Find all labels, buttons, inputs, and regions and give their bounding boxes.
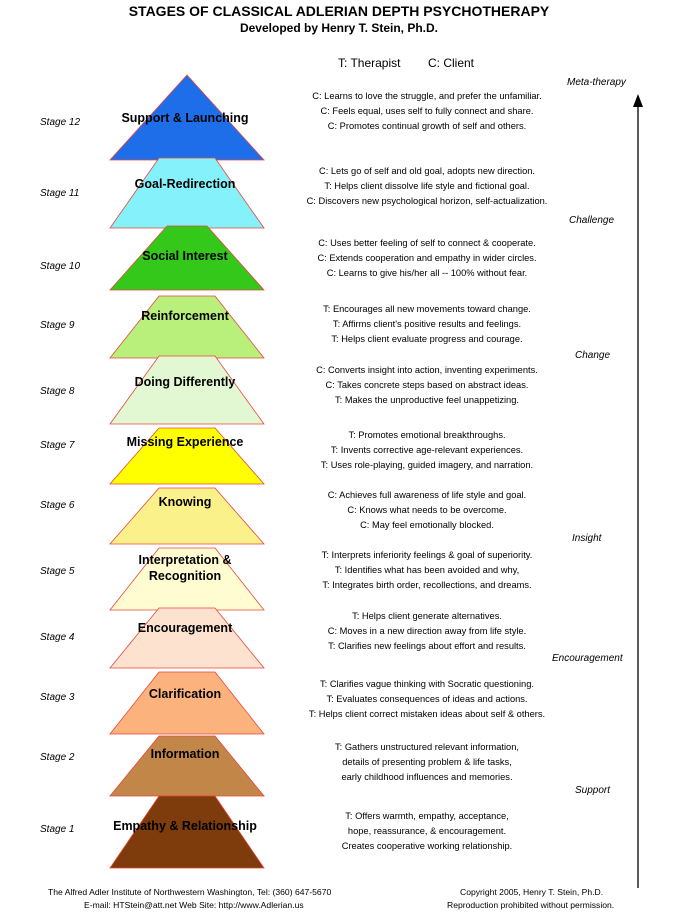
stage-pyramid-4 — [110, 608, 264, 668]
progress-arrow-icon — [630, 94, 646, 888]
description-line: T: Helps client correct mistaken ideas about self & others. — [308, 708, 546, 719]
stage-label-7: Stage 7 — [40, 440, 75, 451]
description-line: T: Promotes emotional breakthroughs. — [348, 430, 506, 440]
stage-name-3: Clarification — [148, 687, 222, 701]
page-title: STAGES OF CLASSICAL ADLERIAN DEPTH PSYCHOTHERAPY — [128, 3, 550, 19]
stage-name-1: Empathy & Relationship — [113, 819, 257, 833]
legend-client: C: Client — [428, 56, 475, 70]
description-line: C: May feel emotionally blocked. — [360, 519, 494, 530]
stage-name-5 — [100, 552, 270, 584]
stage-label-12: Stage 12 — [40, 117, 81, 128]
phase-meta-therapy: Meta-therapy — [567, 77, 626, 88]
stage-label-6: Stage 6 — [40, 500, 75, 511]
stage-label-8: Stage 8 — [40, 386, 75, 397]
stage-label-2: Stage 2 — [40, 752, 75, 763]
stage-name-line: Recognition — [148, 569, 222, 583]
description-line: C: Moves in a new direction away from life style. — [327, 625, 527, 636]
description-line: C: Lets go of self and old goal, adopts new direction. — [318, 166, 536, 176]
description-line: T: Interprets inferiority feelings & goal of superiority. — [321, 550, 533, 560]
stage-name-8: Doing Differently — [134, 375, 236, 389]
phase-change: Change — [575, 350, 611, 361]
footer-copyright: Copyright 2005, Henry T. Stein, Ph.D. — [460, 887, 604, 897]
stage-label-11: Stage 11 — [40, 188, 80, 199]
description-line: C: Feels equal, uses self to fully connect and share. — [320, 105, 534, 116]
description-line: T: Integrates birth order, recollections, and dreams. — [322, 579, 532, 590]
description-line: early childhood influences and memories. — [341, 771, 513, 782]
stage-description-10 — [282, 236, 572, 280]
description-line: T: Uses role-playing, guided imagery, and narration. — [320, 459, 534, 470]
stage-description-3 — [282, 677, 572, 721]
stage-description-4 — [282, 609, 572, 653]
description-line: T: Encourages all new movements toward change. — [323, 304, 531, 314]
stage-name-6: Knowing — [158, 495, 212, 509]
description-line: T: Invents corrective age-relevant experiences. — [330, 444, 524, 455]
stage-pyramid-3 — [110, 672, 264, 734]
phase-insight: Insight — [572, 533, 602, 544]
legend-therapist: T: Therapist — [338, 56, 401, 70]
stage-description-5 — [282, 548, 572, 592]
description-line: T: Clarifies new feelings about effort and results. — [328, 640, 526, 651]
footer-contact: E-mail: HTStein@att.net Web Site: http://www.Adlerian.us — [84, 900, 304, 910]
stage-name-12: Support & Launching — [121, 111, 249, 125]
stage-name-10: Social Interest — [142, 249, 228, 263]
stage-description-7 — [282, 428, 572, 472]
stage-name-9: Reinforcement — [141, 309, 229, 323]
stage-description-8 — [282, 363, 572, 407]
stage-description-6 — [282, 488, 572, 532]
stage-label-4: Stage 4 — [40, 632, 75, 643]
description-line: T: Helps client generate alternatives. — [352, 611, 502, 621]
stage-label-10: Stage 10 — [40, 261, 81, 272]
stage-name-2: Information — [150, 747, 220, 761]
description-line: T: Gathers unstructured relevant information, — [335, 742, 519, 752]
description-line: C: Learns to love the struggle, and prefer the unfamiliar. — [312, 91, 542, 101]
description-line: T: Helps client dissolve life style and fictional goal. — [324, 180, 530, 191]
description-line: T: Affirms client's positive results and feelings. — [332, 318, 522, 329]
description-line: T: Helps client evaluate progress and courage. — [331, 333, 523, 344]
phase-support: Support — [575, 785, 611, 796]
stage-label-9: Stage 9 — [40, 320, 75, 331]
stage-name-11: Goal-Redirection — [134, 177, 236, 191]
description-line: C: Extends cooperation and empathy in wider circles. — [317, 252, 537, 263]
page-subtitle: Developed by Henry T. Stein, Ph.D. — [239, 21, 439, 35]
stage-label-5: Stage 5 — [40, 566, 75, 577]
footer-rights: Reproduction prohibited without permission. — [447, 900, 615, 910]
phase-challenge: Challenge — [569, 215, 615, 226]
stage-pyramid-9 — [110, 296, 264, 358]
stage-pyramid-11 — [110, 158, 264, 228]
description-line: C: Learns to give his/her all -- 100% without fear. — [326, 267, 528, 278]
stage-pyramid-8 — [110, 356, 264, 424]
description-line: C: Converts insight into action, inventing experiments. — [316, 365, 538, 375]
description-line: T: Offers warmth, empathy, acceptance, — [345, 811, 509, 821]
stage-name-7: Missing Experience — [126, 435, 244, 449]
stage-description-1 — [282, 809, 572, 853]
stage-description-12 — [282, 89, 572, 133]
description-line: C: Promotes continual growth of self and others. — [327, 120, 527, 131]
stage-label-3: Stage 3 — [40, 692, 75, 703]
description-line: C: Uses better feeling of self to connect & cooperate. — [318, 238, 536, 248]
description-line: Creates cooperative working relationship. — [341, 840, 513, 851]
stage-pyramid-2 — [110, 736, 264, 796]
description-line: T: Identifies what has been avoided and why, — [334, 564, 520, 575]
description-line: C: Knows what needs to be overcome. — [347, 504, 507, 515]
stage-label-1: Stage 1 — [40, 824, 75, 835]
description-line: details of presenting problem & life tasks, — [342, 756, 512, 767]
stage-description-9 — [282, 302, 572, 346]
stage-description-2 — [282, 740, 572, 784]
stage-description-11 — [282, 164, 572, 208]
description-line: T: Evaluates consequences of ideas and actions. — [326, 693, 528, 704]
phase-encouragement: Encouragement — [552, 653, 623, 664]
stage-name-line: Interpretation & — [138, 553, 232, 567]
description-line: T: Makes the unproductive feel unappetizing. — [335, 394, 519, 405]
description-line: C: Takes concrete steps based on abstract ideas. — [325, 379, 529, 390]
description-line: hope, reassurance, & encouragement. — [347, 825, 507, 836]
footer-institute: The Alfred Adler Institute of Northwestern Washington, Tel: (360) 647-5670 — [48, 887, 332, 897]
description-line: C: Achieves full awareness of life style and goal. — [327, 490, 527, 500]
description-line: C: Discovers new psychological horizon, self-actualization. — [306, 195, 548, 206]
description-line: T: Clarifies vague thinking with Socratic questioning. — [320, 679, 534, 689]
stage-name-4: Encouragement — [137, 621, 233, 635]
